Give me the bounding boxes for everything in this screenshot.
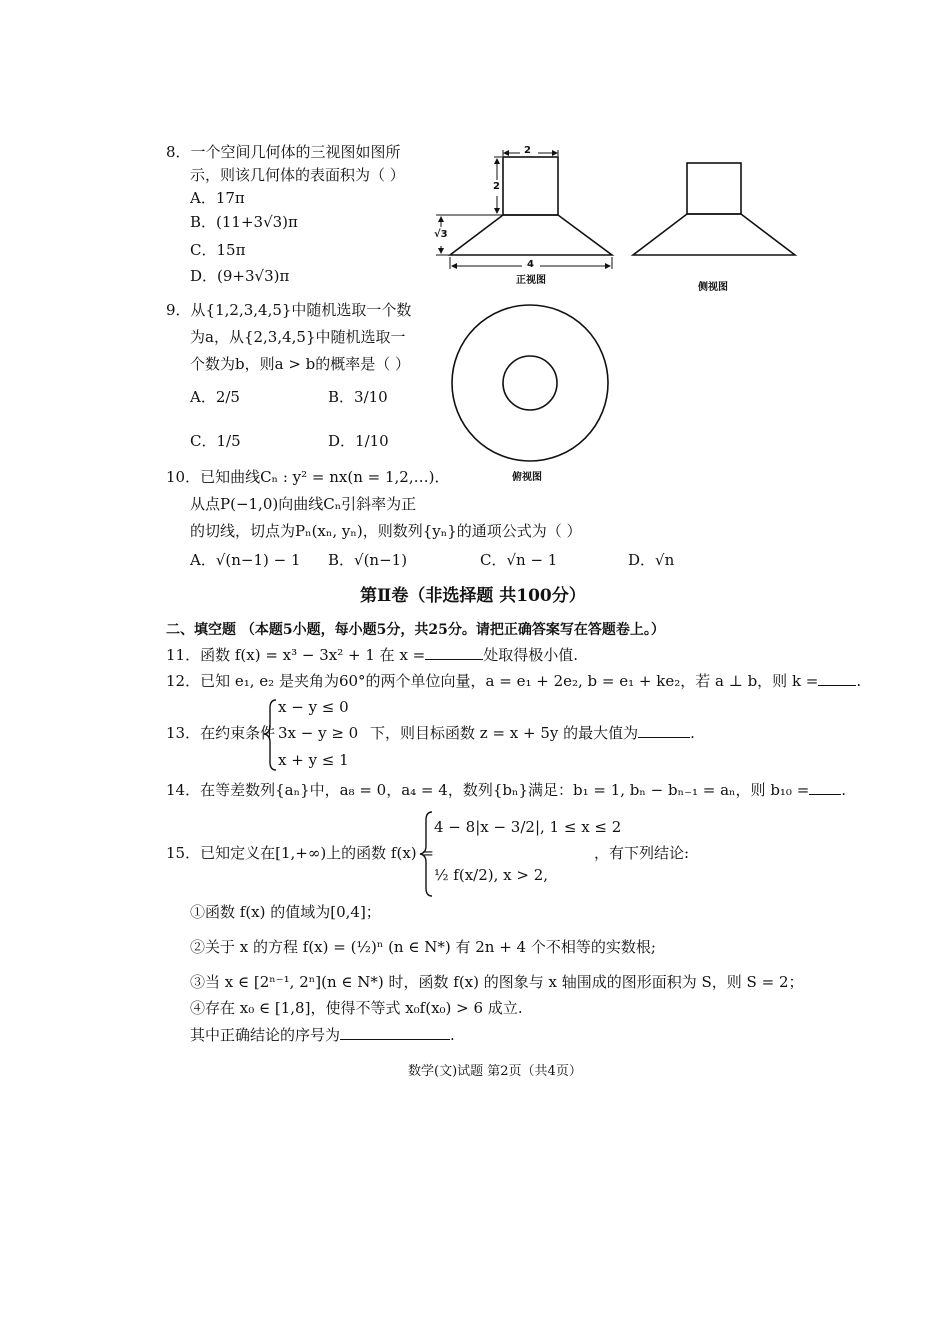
q9-option-b: B．3/10 bbox=[328, 388, 388, 406]
q8-option-a: A．17π bbox=[190, 189, 245, 207]
q13-post: . bbox=[690, 724, 695, 742]
dim-top-width: 2 bbox=[524, 145, 531, 156]
q10-option-d: D．√n bbox=[628, 551, 675, 569]
q9-stem-line3: 个数为b，则a > b的概率是（ ） bbox=[190, 355, 411, 373]
q10-option-a: A．√(n−1) − 1 bbox=[190, 551, 301, 569]
dim-bottom-width: 4 bbox=[527, 259, 534, 270]
q13-constraint-2: 3x − y ≥ 0 bbox=[278, 724, 359, 742]
q15-post: ，有下列结论: bbox=[594, 844, 690, 862]
q9-stem-line2: 为a，从{2,3,4,5}中随机选取一 bbox=[190, 328, 406, 346]
q15-pre: 15．已知定义在[1,+∞)上的函数 f(x) = bbox=[166, 844, 434, 862]
dim-frustum-height: √3 bbox=[434, 229, 448, 240]
q15-ask-line bbox=[190, 1026, 455, 1044]
q11-post: 处取得极小值. bbox=[483, 646, 579, 664]
q15-statement-2: ②关于 x 的方程 f(x) = (½)ⁿ (n ∈ N*) 有 2n + 4 个不相等的实数根; bbox=[190, 938, 656, 956]
q15-statement-1: ①函数 f(x) 的值域为[0,4]； bbox=[190, 903, 381, 921]
q12-post: . bbox=[856, 672, 862, 690]
q15-case-1: 4 − 8|x − 3/2|, 1 ≤ x ≤ 2 bbox=[434, 818, 622, 836]
q15-answer-blank bbox=[340, 1038, 450, 1040]
q10-option-c: C．√n − 1 bbox=[480, 551, 558, 569]
q10-stem-line2: 从点P(−1,0)向曲线Cₙ引斜率为正 bbox=[190, 495, 417, 513]
q10-stem-line3: 的切线，切点为Pₙ(xₙ, yₙ)，则数列{yₙ}的通项公式为（ ） bbox=[190, 522, 582, 540]
q15-statement-4: ④存在 x₀ ∈ [1,8]，使得不等式 x₀f(x₀) > 6 成立. bbox=[190, 999, 523, 1017]
q13-mid: 下，则目标函数 z = x + 5y 的最大值为 bbox=[370, 724, 639, 742]
q11-pre: 11．函数 f(x) = x³ − 3x² + 1 在 x = bbox=[166, 646, 426, 664]
q14-post: . bbox=[841, 781, 847, 799]
dim-square-height: 2 bbox=[493, 181, 500, 192]
q15-case-2: ½ f(x/2), x > 2, bbox=[434, 866, 549, 884]
q8-stem-line1: 8．一个空间几何体的三视图如图所 bbox=[166, 143, 401, 161]
q9-option-c: C．1/5 bbox=[190, 432, 241, 450]
side-view-label: 侧视图 bbox=[698, 282, 728, 293]
q9-stem-line1: 9．从{1,2,3,4,5}中随机选取一个数 bbox=[166, 301, 412, 319]
q12-pre: 12．已知 e₁, e₂ 是夹角为60°的两个单位向量，a = e₁ + 2e₂, b = e₁ + ke₂，若 a ⊥ b，则 k = bbox=[166, 672, 819, 690]
q13-pre: 13．在约束条件 bbox=[166, 724, 276, 742]
q15-ask-end: . bbox=[450, 1026, 455, 1044]
section-title: 第Ⅱ卷（非选择题 共100分） bbox=[360, 586, 586, 606]
q15-statement-3: ③当 x ∈ [2ⁿ⁻¹, 2ⁿ](n ∈ N*) 时，函数 f(x) 的图象与 x 轴围成的图形面积为 S，则 S = 2； bbox=[190, 973, 804, 991]
q8-stem-line2: 示，则该几何体的表面积为（ ） bbox=[190, 166, 405, 184]
q13-constraint-1: x − y ≤ 0 bbox=[278, 698, 349, 716]
q14-pre: 14．在等差数列{aₙ}中，a₈ = 0，a₄ = 4，数列{bₙ}满足：b₁ = 1, bₙ − bₙ₋₁ = aₙ，则 b₁₀ = bbox=[166, 781, 810, 799]
front-view-label: 正视图 bbox=[516, 275, 546, 286]
section2-heading: 二、填空题 （本题5小题，每小题5分，共25分。请把正确答案写在答题卷上。） bbox=[166, 622, 665, 638]
q9-option-d: D．1/10 bbox=[328, 432, 389, 450]
q13-constraint-3: x + y ≤ 1 bbox=[278, 751, 349, 769]
q15-ask: 其中正确结论的序号为 bbox=[190, 1026, 341, 1044]
q8-option-c: C．15π bbox=[190, 241, 246, 259]
q10-stem-line1: 10．已知曲线Cₙ : y² = nx(n = 1,2,…)． bbox=[166, 468, 450, 486]
q10-option-b: B．√(n−1) bbox=[328, 551, 408, 569]
q9-option-a: A．2/5 bbox=[190, 388, 240, 406]
top-view-label: 俯视图 bbox=[512, 472, 542, 483]
q8-option-b: B．(11+3√3)π bbox=[190, 213, 298, 231]
q8-option-d: D．(9+3√3)π bbox=[190, 267, 290, 285]
page-footer: 数学(文)试题 第2页（共4页） bbox=[408, 1064, 582, 1079]
